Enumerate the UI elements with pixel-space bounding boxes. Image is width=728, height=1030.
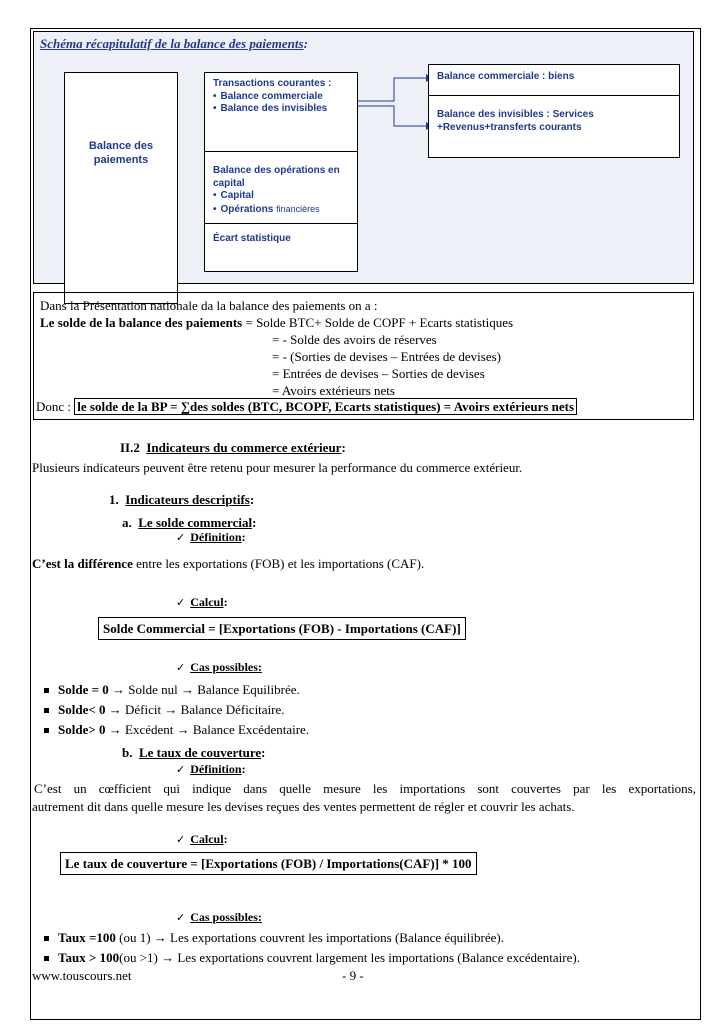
presentation-box (33, 292, 694, 420)
a-definition: C’est la différence entre les exportations (FOB) et les importations (CAF). (32, 556, 425, 571)
solde-line-5: = Avoirs extérieurs nets (272, 383, 395, 398)
b-heading: b. Le taux de couverture: (122, 745, 266, 760)
b-case-2: Taux > 100(ou >1) → Les exportations couvrent largement les importations (Balance excédentaire). (44, 950, 580, 966)
solde-formula: Solde Commercial = [Exportations (FOB) - Importations (CAF)] (98, 617, 466, 640)
solde-line-4: = Entrées de devises – Sorties de devises (272, 366, 485, 381)
divider (429, 95, 679, 96)
b-definition-label: ✓ Définition: (176, 762, 246, 777)
b-case-1: Taux =100 (ou 1) → Les exportations couvrent les importations (Balance équilibrée). (44, 930, 504, 946)
b-definition-line-2: autrement dit dans quelle mesure les devises reçues des ventes permettent de régler et couvrir les achats. (32, 799, 575, 814)
bp-label: Balance des paiements (88, 140, 154, 166)
right-top-label: Balance commerciale : biens (437, 71, 575, 82)
capital-heading: Balance des opérations en capital (213, 165, 340, 189)
section-heading: II.2 Indicateurs du commerce extérieur: (120, 440, 346, 455)
transactions-item-1: • Balance commerciale (213, 91, 353, 104)
transactions-item-2: • Balance des invisibles (213, 103, 353, 116)
footer-page-number: - 9 - (342, 968, 364, 983)
a-case-1: Solde = 0 → Solde nul → Balance Equilibrée. (44, 682, 300, 698)
a-case-3: Solde> 0 → Excédent → Balance Excédentaire. (44, 722, 309, 738)
a-case-2: Solde< 0 → Déficit → Balance Déficitaire. (44, 702, 285, 718)
a-calc-label: ✓ Calcul: (176, 595, 228, 610)
b-definition-line-1: C’est un cœfficient qui indique dans quelle mesure les importations sont couvertes par les exportations, (34, 781, 696, 796)
b-cases-label: ✓ Cas possibles: (176, 910, 262, 925)
section-intro: Plusieurs indicateurs peuvent être retenu pour mesurer la performance du commerce extérieur. (32, 460, 523, 475)
right-bottom-label: Balance des invisibles : Services +Revenus+transferts courants (437, 109, 594, 133)
schema-box (33, 31, 694, 284)
b-calc-label: ✓ Calcul: (176, 832, 228, 847)
capital-item-1: • Capital (213, 190, 353, 203)
transactions-heading: Transactions courantes : (213, 78, 332, 89)
donc-line: Donc : le solde de la BP = ∑des soldes (BTC, BCOPF, Ecarts statistiques) = Avoirs extérieurs nets (36, 399, 577, 415)
a-definition-label: ✓ Définition: (176, 530, 246, 545)
schema-title: Schéma récapitulatif de la balance des paiements: (40, 36, 308, 51)
donc-formula: le solde de la BP = ∑des soldes (BTC, BCOPF, Ecarts statistiques) = Avoirs extérieurs nets (74, 398, 577, 415)
solde-line-2: = - Solde des avoirs de réserves (272, 332, 437, 347)
solde-line-3: = - (Sorties de devises – Entrées de devises) (272, 349, 501, 364)
a-cases-label: ✓ Cas possibles: (176, 660, 262, 675)
subcomponents-box (428, 64, 680, 158)
ecart-label: Écart statistique (213, 233, 291, 244)
taux-formula: Le taux de couverture = [Exportations (FOB) / Importations(CAF)] * 100 (60, 852, 477, 875)
capital-item-2: • Opérations financières (213, 203, 353, 217)
solde-line-1: Le solde de la balance des paiements = Solde BTC+ Solde de COPF + Ecarts statistiques (40, 315, 514, 330)
footer-site: www.touscours.net (32, 968, 132, 983)
a-heading: a. Le solde commercial: (122, 515, 257, 530)
sub1-heading: 1. Indicateurs descriptifs: (109, 492, 255, 507)
presentation-intro: Dans la Présentation nationale da la balance des paiements on a : (40, 298, 378, 313)
